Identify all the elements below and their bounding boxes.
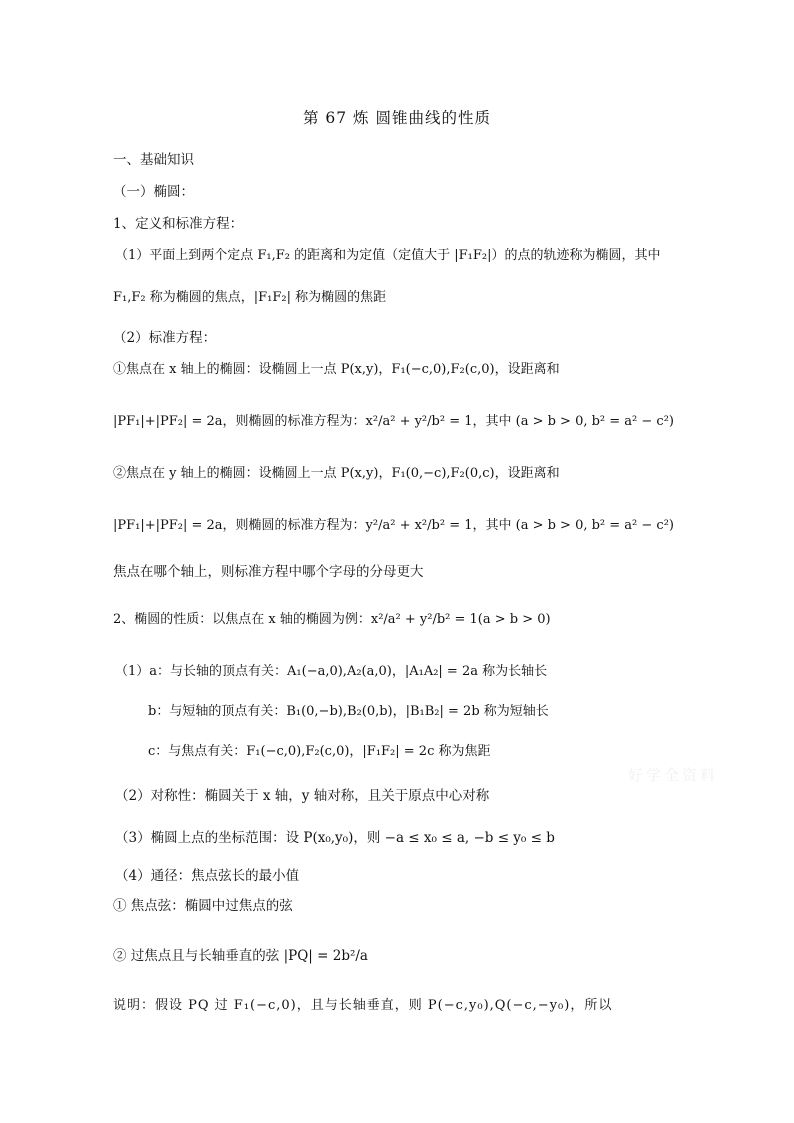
- note-line: 焦点在哪个轴上，则标准方程中哪个字母的分母更大: [113, 564, 424, 580]
- item-1-heading: 1、定义和标准方程：: [113, 216, 244, 232]
- x-axis-ellipse-line-1: ①焦点在 x 轴上的椭圆：设椭圆上一点 P(x,y)，F₁(−c,0),F₂(c,0)，设距离和: [113, 362, 560, 377]
- watermark: 好学全资料: [628, 766, 719, 784]
- section-heading: 一、基础知识: [113, 152, 194, 168]
- y-axis-ellipse-line-2: |PF₁|+|PF₂| = 2a，则椭圆的标准方程为：y²/a² + x²/b² = 1，其中 (a > b > 0, b² = a² − c²): [113, 518, 674, 533]
- item-2-heading: 2、椭圆的性质：以焦点在 x 轴的椭圆为例：x²/a² + y²/b² = 1(a > b > 0): [113, 612, 551, 627]
- property-symmetry: （2）对称性：椭圆关于 x 轴，y 轴对称，且关于原点中心对称: [115, 788, 490, 804]
- subsection-heading: （一）椭圆：: [113, 184, 194, 200]
- property-a: （1）a：与长轴的顶点有关：A₁(−a,0),A₂(a,0)，|A₁A₂| = 2a 称为长轴长: [115, 664, 548, 679]
- standard-equation-heading: （2）标准方程：: [113, 330, 217, 346]
- perpendicular-chord-line: ② 过焦点且与长轴垂直的弦 |PQ| = 2b²/a: [113, 948, 368, 964]
- x-axis-ellipse-line-2: |PF₁|+|PF₂| = 2a，则椭圆的标准方程为：x²/a² + y²/b² = 1，其中 (a > b > 0, b² = a² − c²): [113, 414, 674, 429]
- property-range: （3）椭圆上点的坐标范围：设 P(x₀,y₀)，则 −a ≤ x₀ ≤ a, −b ≤ y₀ ≤ b: [115, 830, 555, 846]
- explanation-line: 说明：假设 PQ 过 F₁(−c,0)，且与长轴垂直，则 P(−c,y₀),Q(−c,−y₀)，所以: [113, 998, 613, 1013]
- y-axis-ellipse-line-1: ②焦点在 y 轴上的椭圆：设椭圆上一点 P(x,y)，F₁(0,−c),F₂(0,c)，设距离和: [113, 466, 560, 481]
- focal-chord-line: ① 焦点弦：椭圆中过焦点的弦: [113, 898, 293, 914]
- definition-line-1: （1）平面上到两个定点 F₁,F₂ 的距离和为定值（定值大于 |F₁F₂|）的点的轨迹称为椭圆，其中: [115, 248, 661, 263]
- property-latus-rectum: （4）通径：焦点弦长的最小值: [115, 868, 300, 884]
- property-b: b：与短轴的顶点有关：B₁(0,−b),B₂(0,b)，|B₁B₂| = 2b 称为短轴长: [148, 704, 549, 719]
- definition-line-2: F₁,F₂ 称为椭圆的焦点，|F₁F₂| 称为椭圆的焦距: [113, 290, 387, 305]
- page-title: 第 67 炼 圆锥曲线的性质: [302, 109, 491, 127]
- property-c: c：与焦点有关：F₁(−c,0),F₂(c,0)，|F₁F₂| = 2c 称为焦距: [148, 744, 491, 759]
